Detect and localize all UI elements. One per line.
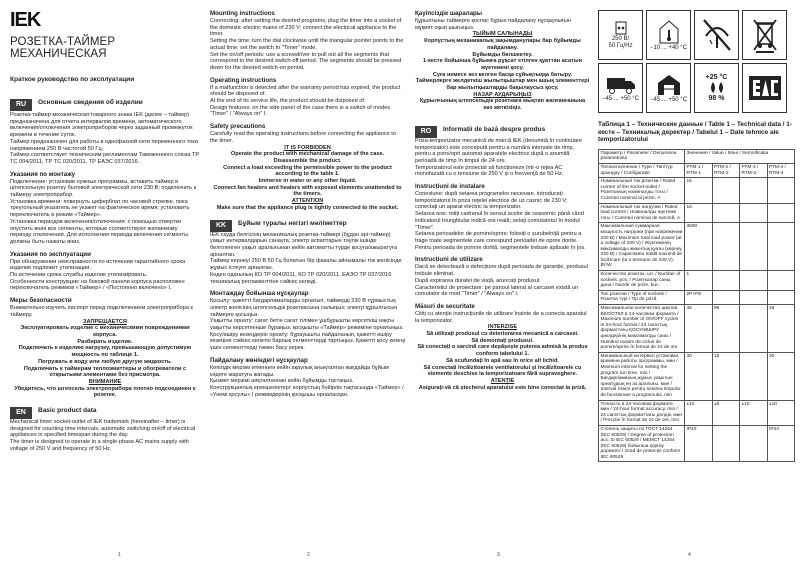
parameter-value: 16: [685, 203, 713, 223]
parameter-label: Точность в 24-часовом формате, мин / 24-hour format accuracy, min / 24 сағаттық форматтағы дәлдік, мин / Precizie în format de 24 de ore, min: [599, 400, 685, 425]
brand-logo: IEK: [10, 10, 41, 31]
parameter-value: [712, 425, 740, 462]
parameter-value: IP20: [685, 425, 713, 462]
parameter-value: [712, 223, 740, 271]
parameter-label: Номинальный ток нагрузки / Rated load current / Номиналды жүктеме тогы / Curentul nominal de sarcină, А: [599, 203, 685, 223]
ro-section-header: [415, 126, 590, 138]
kk-paragraph: Таймер кернеуі 250 В 50 Гц болатын бір фазалы айнымалы ток желісінде жұмыс істеуге арналған.: [210, 258, 402, 272]
model-cell: РТМ-3 / RTM-3: [740, 163, 768, 177]
parameter-value: [767, 203, 795, 223]
operating-temperature-icon: [646, 10, 691, 60]
table-row: [599, 305, 795, 353]
ru-paragraph: Таймер соответствует техническим регламентам Таможенного союза ТР ТС 004/2011, ТР ТС 020/2011, ТР ЕАЭС 037/2016.: [10, 152, 200, 165]
kk-paragraph: Қызмет мерзімі аяқталғаннан кейін бұйымды тастаңыз.: [210, 378, 354, 385]
kk-safety-heading: Қауіпсіздік шаралары: [415, 10, 483, 17]
kk-forbidden-item: Корпустың механикалық зақымданулары бар бұйымды пайдалану.: [424, 38, 581, 51]
model-cell: РТМ-1 / RTM-1: [685, 163, 713, 177]
en-attention-text: Make sure that the appliance plug is tightly connected to the socket.: [216, 204, 399, 211]
parameter-value: [712, 178, 740, 203]
ro-paragraph: Temporizatorul este proiectat să funcționeze într-o rețea AC monofazată cu o tensiune de 250 V și o frecvență de 50 Hz.: [415, 164, 564, 178]
product-title: РОЗЕТКА-ТАЙМЕР МЕХАНИЧЕСКАЯ: [10, 36, 116, 60]
en-section-header: [10, 407, 200, 419]
ro-paragraph: După expirarea duratei de viață, aruncați produsul.: [415, 277, 541, 284]
kk-paragraph: Уақытты орнату: сағат бетін сағат тілімен ұшбұрышты көрсеткіш нақты уақытты көрсеткенше бұраңыз; қосқышты «Таймер» режиміне орнатыңыз.: [210, 318, 404, 332]
model-label: Типоисполнение / Type / Тип/түр орындау / Configurație: [599, 163, 685, 177]
en-heading: Basic product data: [38, 407, 97, 415]
ro-forbidden-item: Să demontați produsul.: [471, 337, 534, 344]
ro-forbidden-item: Să utilizați produsul cu deteriorarea mecanică a carcasei.: [426, 331, 579, 338]
column-2: [210, 10, 405, 550]
parameter-value: 30: [685, 352, 713, 400]
en-oper-heading: Operating instructions: [210, 76, 277, 84]
column-1: [10, 10, 200, 550]
kk-heading: Бұйым туралы негізгі мәліметтер: [238, 219, 347, 227]
eac-certification-icon: [742, 63, 787, 113]
ro-heading: Informații de bază despre produs: [443, 125, 546, 133]
page-number: 3: [497, 552, 500, 558]
kk-paragraph: Қосу/өшіру кезеңдерін орнату: бұрауышты пайдаланып, қажетті өшіру кезеңіне сәйкес келетін барлық сегменттерді тартыңыз. Қажетті қосу кезеңі үшін сегменттерді төмен басу керек.: [210, 331, 405, 352]
parameter-value: 96: [712, 305, 740, 353]
en-forbidden-heading: IT IS FORBIDDEN: [284, 144, 331, 151]
en-forbidden-item: Connect fan heaters and heaters with exposed elements unattended to the timers.: [213, 184, 402, 198]
kk-mount-heading: Монтаждау бойынша нұсқаулар: [210, 290, 309, 298]
table-title: Таблица 1 – Технические данные / Table 1 – Technical data / 1-кесте – Техникалық деректер / Tabelul 1 – Date tehnice ale temporizatorului: [598, 121, 792, 144]
ro-use-heading: Instrucțiuni de utilizare: [415, 256, 483, 264]
parameter-value: 1: [685, 271, 713, 291]
parameter-value: ±5: [712, 400, 740, 425]
parameter-value: IP44: [767, 425, 795, 462]
en-attention-heading: ATTENTION: [291, 198, 324, 205]
storage-temperature-range: −45 ... +50 °C: [649, 96, 688, 103]
kk-paragraph: Кепілдік мерзім өткеннен кейін ақаулық анықталған жағдайда бұйым кәдеге жаратуға жатады.: [210, 364, 389, 378]
column-3: [415, 10, 590, 550]
ru-paragraph: По истечении срока службы изделие утилизировать.: [10, 272, 148, 279]
ru-paragraph: Розетка-таймер механическая товарного знака IEK (далее – таймер) предназначена для отчета интервалов времени, автоматического включения/отключения электроприборов через заданный промежуток времени в течение суток.: [10, 112, 193, 139]
en-mount-heading: Mounting instructions: [210, 10, 275, 17]
parameter-value: 30: [767, 352, 795, 400]
table-row: [599, 400, 795, 425]
ru-forbidden-item: Подключать к таймерам теплоэмиттеры и обогреватели с открытыми элементами без присмотра.: [23, 365, 187, 379]
parameter-value: [767, 290, 795, 304]
model-cell: РТМ-2 / RTM-2: [712, 163, 740, 177]
parameter-value: [740, 178, 768, 203]
operating-temperature-range: −10 ... +40 °C: [649, 44, 688, 51]
storage-temperature-icon: [646, 63, 691, 113]
lang-badge-ru: RU: [10, 99, 32, 111]
pictogram-grid: [598, 10, 800, 113]
en-paragraph: Design features: on the side panel of the case there is a switch of modes "Timer" / "Always on" I.: [210, 104, 391, 118]
kk-forbidden-item: Суға немесе кез келген басқа сұйықтыққа батыру.: [432, 71, 573, 78]
table-row: [599, 271, 795, 291]
ru-forbidden-item: Подключать к изделию нагрузку, превышающую допустимую мощность по таблице 1.: [18, 345, 192, 359]
ro-attention-text: Asigurați-vă că ștecherul aparatului este bine conectat la priză.: [418, 384, 587, 391]
table-row: [599, 290, 795, 304]
ro-safety-heading: Măsuri de securitate: [415, 302, 475, 310]
lang-badge-en: EN: [10, 407, 32, 419]
humidity-value: 98 %: [708, 95, 725, 102]
ro-forbidden-item: Să conectați o sarcină care depășește puterea admisă la produs conform tabelului 1.: [417, 344, 588, 358]
en-paragraph: Carefully read the operating instructions before connecting the appliance to the timer.: [210, 131, 396, 144]
ro-attention-heading: ATENȚIE: [490, 377, 515, 384]
transport-temperature-icon: [598, 63, 643, 113]
kk-paragraph: IEK сауда белгісінің механикалық розетка-таймері (бұдан әрі-таймер) уақыт интервалдарын санауға, электр аспаптарын тәулік ішінде белгіленген уақыт аралығынан кейін автоматты түрде қосуға/ажыратуға арналған.: [210, 231, 398, 258]
parameter-value: [740, 305, 768, 353]
parameter-value: [740, 290, 768, 304]
parameter-value: ±10: [685, 400, 713, 425]
parameter-value: [740, 425, 768, 462]
table-row: [599, 352, 795, 400]
en-paragraph: Connecting: after setting the desired programs, plug the timer into a socket of the domestic electric mains of 230 V; connect the electrical appliance to the timer.: [210, 18, 402, 38]
kk-attention-heading: НАЗАР АУДАРЫҢЫЗ: [473, 91, 532, 98]
ru-use-heading: Указания по эксплуатации: [10, 250, 91, 258]
table-model-row: [599, 163, 795, 177]
column-4: [598, 10, 800, 550]
ro-forbidden-item: Să conectați încălzitoarele ventilatorului și încălzitoarele cu elemente deschise la temporizatoare fără supraveghere.: [423, 364, 582, 378]
en-paragraph: If a malfunction is detected after the warranty period has expired, the product should be disposed of.: [210, 84, 401, 98]
kk-forbidden-item: Таймерлерге желдеткіш жылытқыштар мен ашық элементтері бар жылытқыштарды бақылаусыз қосу.: [415, 78, 590, 92]
ro-forbidden-heading: INTERZISE: [487, 324, 518, 331]
parameter-label: Максимальная суммарная мощность нагрузки (при напряжении 230 В) / Maximum total load power (at a voltage of 230 V) / Жүктеменің максималды жиынтық қуаты (кернеу 230 В) / Capacitatea totală maximă de încărcare (la o tensiune de 230 V), Вт/W: [599, 223, 685, 271]
parameter-value: [712, 271, 740, 291]
ru-paragraph: Внимательно изучить паспорт перед подключением электроприбора к таймеру.: [10, 305, 193, 318]
frequency-value: 50 Гц/Hz: [608, 43, 633, 49]
ru-forbidden-heading: ЗАПРЕЩАЕТСЯ: [83, 318, 127, 325]
ru-attention-heading: ВНИМАНИЕ: [88, 378, 122, 385]
parameter-value: [740, 203, 768, 223]
ru-heading: Основные сведения об изделии: [38, 99, 143, 106]
ru-paragraph: Установка периодов включения/отключения: с помощью отвертки опустить вниз все сегменты, которые соответствуют желаемому периоду отключения. Для исполнения периода включения сегменты должны быть нажаты вниз.: [10, 218, 189, 245]
lang-badge-kk: KK: [210, 220, 232, 232]
table-header-parameter: Параметр / Parameter / Denumirea parametrului: [599, 149, 685, 163]
ru-forbidden-item: Эксплуатировать изделие с механическими повреждениями корпуса.: [20, 325, 190, 338]
humidity-icon: [694, 63, 739, 113]
voltage-value: 250 В/: [611, 36, 630, 42]
en-forbidden-item: Immerse in water or any other liquid.: [258, 178, 357, 185]
parameter-label: Минимальный интервал установки времени работы программы, мин / Minimum interval for setting the program run time, min / Бағдарламаның жұмыс уақытын орнатудың ең аз аралығы, мин / Interval minim pentru setarea timpului de funcționare a programului, min: [599, 352, 685, 400]
parameter-value: [767, 223, 795, 271]
ru-forbidden-item: Разбирать изделие.: [77, 338, 133, 345]
parameter-value: 16: [685, 178, 713, 203]
disposal-bin-icon: [742, 10, 787, 60]
parameter-value: 2P+PE: [685, 290, 713, 304]
parameter-value: [712, 290, 740, 304]
kk-forbidden-heading: ТЫЙЫМ САЛЫНАДЫ: [472, 31, 533, 38]
table-row: [599, 425, 795, 462]
ru-section-header: [10, 99, 200, 111]
en-forbidden-item: Connect a load exceeding the permissible power to the product according to the table 1.: [223, 164, 392, 178]
parameter-value: ±10: [767, 400, 795, 425]
table-row: [599, 203, 795, 223]
kk-section-header: [210, 220, 405, 232]
lang-badge-ro: RO: [415, 126, 437, 138]
ru-paragraph: Установка времени: повернуть циферблат по часовой стрелке, пока треугольный указатель не укажет на фактическое время; установить переключатель в режим «Таймер».: [10, 198, 190, 219]
table-header-row: [599, 149, 795, 163]
ru-safety-heading: Меры безопасности: [10, 297, 72, 305]
ru-paragraph: Особенности конструкции: на боковой панели корпуса расположен переключатель режимов «Таймер» / «Постоянно включено» I.: [10, 278, 185, 292]
parameter-value: [740, 352, 768, 400]
ro-paragraph: Setarea perioadelor de pornire/oprire: folosiți o șurubelniță pentru a trage toate segmentele care corespund perioadei de oprire dorite. Pentru perioada de pornire dorită, segmentele trebuie apăsate în jos.: [415, 231, 586, 251]
parameter-value: [740, 271, 768, 291]
kk-paragraph: Кеден одағының КО ТР 004/2011, КО ТР 020/2011, ЕАЭО ТР 037/2016 техникалық регламенттіне сәйкес келеді.: [210, 271, 392, 285]
ro-paragraph: Dacă se detectează o defecțiune după perioada de garanție, produsul trebuie eliminat.: [415, 264, 588, 278]
kk-paragraph: Қосылу: қажетті бағдарламаларды орнатып, таймерді 230 В тұрмыстық электр желісінің штепсельдік розеткасына салыңыз; электр құрылғысын таймерге қосыңыз.: [210, 298, 398, 318]
technical-data-table: [598, 149, 795, 463]
parameter-value: ±10: [740, 400, 768, 425]
kk-forbidden-item: Бұйымды бөлшектеу.: [472, 51, 533, 58]
humidity-temperature: +25 °C: [705, 74, 728, 81]
ro-mount-heading: Instrucțiuni de instalare: [415, 183, 485, 191]
parameter-label: Тип розетки / Type of sockets / Розетка түрі / Tip de priză: [599, 290, 685, 304]
ro-paragraph: Conexiune: după setarea programelor necesare, introduceți temporizatorul în priza rețelei electrice de uz casnic de 230 V; conectați un aparat electric la temporizator.: [415, 191, 568, 211]
parameter-label: Максимальное количество циклов ВКЛ/ОТКЛ в 24-часовом формате / Maximum number of ON/OFF cycles in 24-hour format / 24 сағаттық форматтағы ҚОСУ/ӨШІРУ циклдерінің максималды саны / Numărul maxim de cicluri de pornire/oprire în format de 24 de ore: [599, 305, 685, 353]
en-paragraph: Set the on/off periods: use a screwdriver to pull out all the segments that correspond to the desired switch-off period. The segments should be pressed down for the desired switch-on period.: [210, 51, 402, 71]
ro-paragraph: Priza-temporizator mecanică de marcă IEK (denumită în continuare temporizator) este concepută pentru a număra intervale de timp, pentru a porni/opri automat aparatele electrice după o anumită perioadă de timp în timpul de 24 ore.: [415, 137, 582, 164]
ru-paragraph: При обнаружении неисправности по истечении гарантийного срока изделие подлежит утилизации.: [10, 258, 186, 272]
parameter-value: [712, 203, 740, 223]
parameter-value: [767, 271, 795, 291]
en-safety-heading: Safety precautions: [210, 123, 266, 131]
ro-paragraph: Setarea orei: rotiți cadranul în sensul acelor de ceasornic până când indicatorul triunghiular indică ora reală; setați comutatorul în modul "Timer".: [415, 211, 584, 231]
parameter-value: 48: [767, 305, 795, 353]
en-paragraph: Setting the time: turn the dial clockwise until the triangular pointer points to the actual time; set the switch to "Timer" mode.: [210, 38, 404, 51]
page-number: 2: [307, 552, 310, 558]
kk-oper-heading: Пайдалану жөніндегі нұсқаулар: [210, 356, 308, 364]
parameter-label: Степень защиты по ГОСТ 14254 (IEC 60529) / Degree of protection acc. to IEC 60529 / МЕМСТ 14254 (IEC 60529) бойынша қорғау дәрежесі / Grad de protecție conform IEC 60529: [599, 425, 685, 462]
voltage-icon: [598, 10, 643, 60]
en-paragraph: Mechanical timer socket-outlet of IEK trademark (hereinafter – timer) is designed for counting time intervals, automatic switching on/off of electrical appliances in specified timespan during the day.: [10, 419, 196, 439]
model-cell: РТМ-4 / RTM-4: [767, 163, 795, 177]
manual-subtitle: Краткое руководство по эксплуатации: [10, 76, 135, 83]
table-row: [599, 178, 795, 203]
en-forbidden-item: Disassemble the product.: [273, 157, 342, 164]
parameter-label: Количество розеток, шт. / Number of sockets, pcs. / Розеткалар саны, дана / Număr de prize, buc.: [599, 271, 685, 291]
kk-forbidden-item: 1-кесте бойынша бұйымға рұқсат етілген қуаттан асатын жүктемені қосу.: [423, 58, 582, 71]
table-row: [599, 223, 795, 271]
parameter-label: Номинальный ток розетки / Rated current of the socket-outlet / Розетканың номиналды тогы / Curentul nominal al prizei, А: [599, 178, 685, 203]
page-number: 1: [118, 552, 121, 558]
ru-paragraph: Подключение: установив нужные программы, вставить таймер в штепсельную розетку бытовой электрической сети 230 В; подключить к таймеру электроприбор.: [10, 178, 197, 199]
ro-paragraph: Citiți cu atenție instrucțiunile de utilizare înainte de a conecta aparatul la temporizator.: [415, 310, 587, 324]
page-number: 4: [688, 552, 691, 558]
ro-paragraph: Caracteristici de proiectare: pe panoul lateral al carcasei există un comutator de mod "Timer" / "Always on" I.: [415, 284, 579, 298]
table-header-value: Значение / Value / Мәні / Semnificația: [685, 149, 795, 163]
ru-paragraph: Таймер предназначен для работы в однофазной сети переменного тока напряжением 250 В частотой 50 Гц.: [10, 138, 199, 152]
en-paragraph: The timer is designed to operate in a single-phase AC mains supply with voltage of 250 V and frequency of 50 Hz.: [10, 439, 189, 452]
transport-temperature-range: −45 ... +50 °C: [601, 95, 640, 102]
parameter-value: 15: [712, 352, 740, 400]
parameter-value: 3680: [685, 223, 713, 271]
en-forbidden-item: Operate the product with mechanical damage of the case.: [230, 151, 385, 158]
ru-mount-heading: Указания по монтажу: [10, 170, 76, 178]
kk-paragraph: Құрылғыны таймерге қоспас бұрын пайдалану нұсқаулығын мұқият оқып шығыңыз.: [415, 18, 571, 31]
kk-attention-text: Құрылғының штепсельдік розеткаға мықтап жалғанғанына көз жеткізіңіз.: [419, 98, 586, 112]
parameter-value: 48: [685, 305, 713, 353]
ru-attention-text: Убедитесь, что штепсель электроприбора плотно подсоединен к розетке.: [14, 385, 196, 399]
parameter-value: [740, 223, 768, 271]
kk-paragraph: Конструкциялық ерекшеліктері: корпустың бүйірлік тақтасында «Таймер» / «Үнемі қосулы» I режимдерінің қосқышы орналасқан.: [210, 384, 404, 398]
en-paragraph: At the end of its service life, the product should be disposed of.: [210, 98, 366, 105]
ru-forbidden-item: Погружать в воду или любую другую жидкость.: [38, 358, 172, 365]
no-water-icon: [694, 10, 739, 60]
parameter-value: [767, 178, 795, 203]
ro-forbidden-item: Să scufundați în apă sau în orice alt lichid.: [446, 357, 559, 364]
